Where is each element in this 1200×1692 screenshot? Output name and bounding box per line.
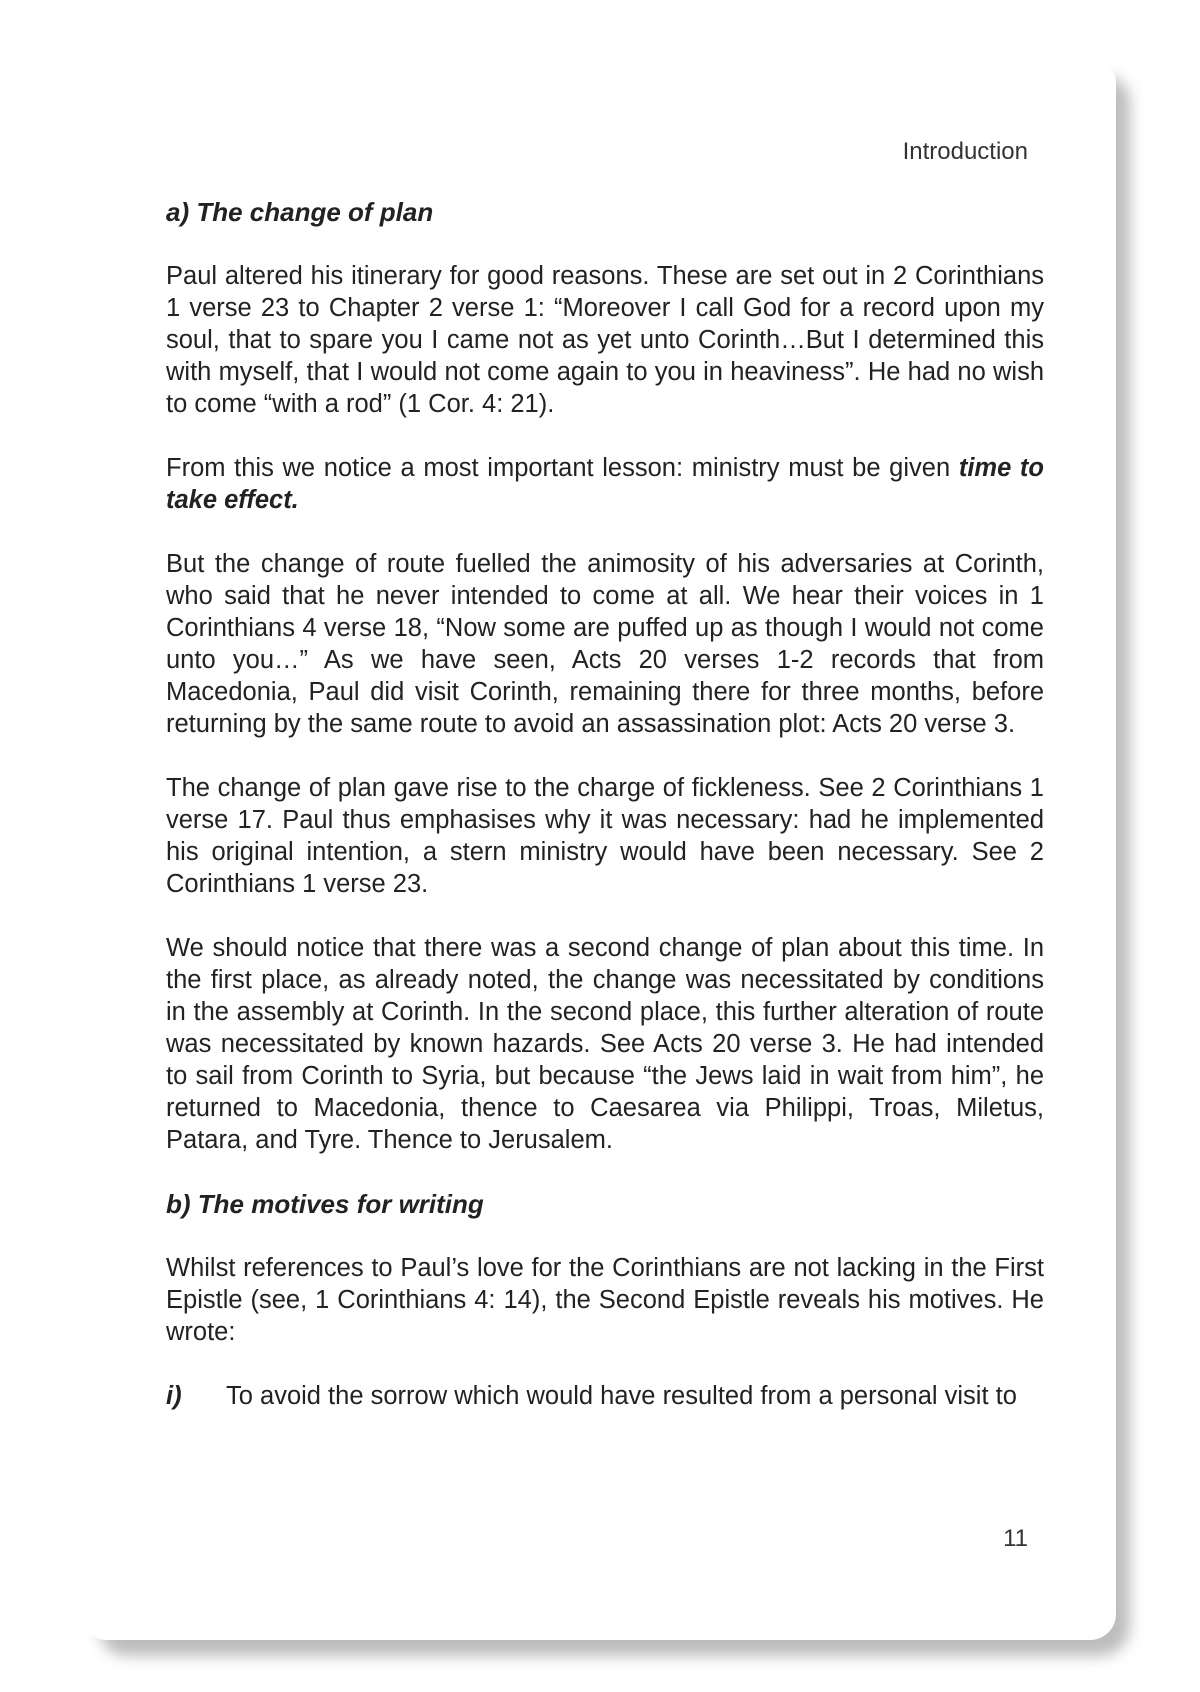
book-page: [84, 60, 1116, 1640]
paragraph-motives: Whilst references to Paul’s love for the Corinthians are not lacking in the First Epistle (see, 1 Corinthians 4: 14), the Second Epistle reveals his motives. He wrote:: [166, 1254, 1044, 1346]
paragraph-lesson-emphasis: time to take effect.: [166, 454, 1044, 514]
list-item-marker: i): [166, 1382, 182, 1410]
paragraph-adversaries: But the change of route fuelled the animosity of his adversaries at Corinth, who said that he never intended to come at all. We hear their voices in 1 Corinthians 4 verse 18, “Now some are puffed up as though I would not come unto you…” As we have seen, Acts 20 verses 1-2 records that from Macedonia, Paul did visit Corinth, remaining there for three months, before returning by the same route to avoid an assassination plot: Acts 20 verse 3.: [166, 550, 1044, 738]
section-heading-motives: b) The motives for writing: [166, 1189, 484, 1219]
paragraph-fickleness: The change of plan gave rise to the charge of fickleness. See 2 Corinthians 1 verse 17. Paul thus emphasises why it was necessary: had he implemented his original intention, a stern ministry would have been necessary. See 2 Corinthians 1 verse 23.: [166, 774, 1044, 898]
page-number: 11: [1003, 1525, 1028, 1552]
section-heading-change-of-plan: a) The change of plan: [166, 197, 434, 227]
paragraph-lesson-text: From this we notice a most important lesson: ministry must be given: [166, 454, 959, 482]
list-item-text: To avoid the sorrow which would have resulted from a personal visit to: [226, 1382, 1017, 1410]
paragraph-lesson: [166, 452, 1044, 516]
page-content: [166, 196, 1044, 1412]
running-head: Introduction: [902, 138, 1028, 165]
paragraph-itinerary: Paul altered his itinerary for good reasons. These are set out in 2 Corinthians 1 verse 23 to Chapter 2 verse 1: “Moreover I call God for a record upon my soul, that to spare you I came not as yet unto Corinth…But I determined this with myself, that I would not come again to you in heaviness”. He had no wish to come “with a rod” (1 Cor. 4: 21).: [166, 262, 1044, 418]
list-item: [166, 1380, 1044, 1412]
paragraph-second-change: We should notice that there was a second change of plan about this time. In the first place, as already noted, the change was necessitated by conditions in the assembly at Corinth. In the second place, this further alteration of route was necessitated by known hazards. See Acts 20 verse 3. He had intended to sail from Corinth to Syria, but because “the Jews laid in wait from him”, he returned to Macedonia, thence to Caesarea via Philippi, Troas, Miletus, Patara, and Tyre. Thence to Jerusalem.: [166, 934, 1044, 1154]
